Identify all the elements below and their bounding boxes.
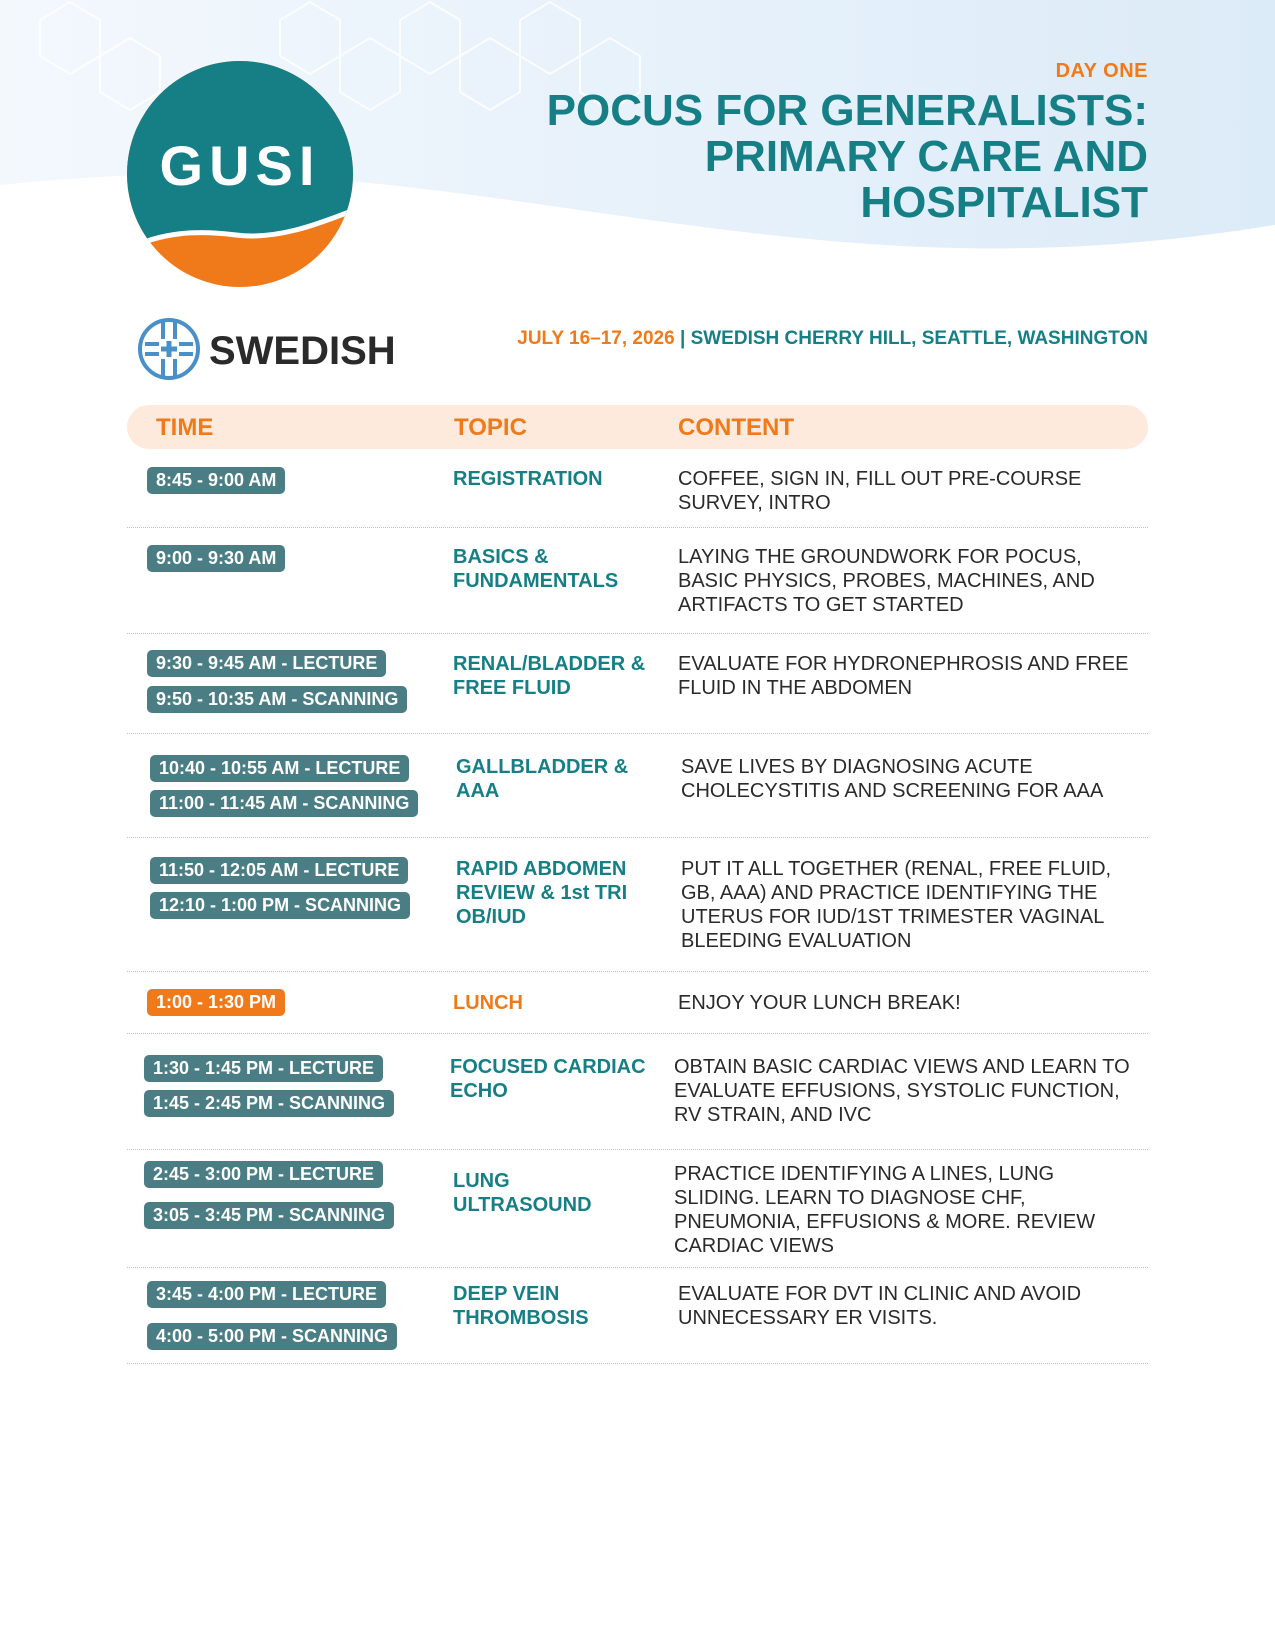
time-pill: 3:45 - 4:00 PM - LECTURE: [147, 1281, 386, 1308]
row-content: SAVE LIVES BY DIAGNOSING ACUTE CHOLECYSTITIS AND SCREENING FOR AAA: [681, 756, 1104, 802]
schedule-row: [127, 971, 1148, 1034]
time-pill: 11:00 - 11:45 AM - SCANNING: [150, 790, 418, 817]
gusi-logo: [126, 60, 354, 288]
time-pill: 2:45 - 3:00 PM - LECTURE: [144, 1161, 383, 1188]
time-pill: 4:00 - 5:00 PM - SCANNING: [147, 1323, 397, 1350]
row-content: OBTAIN BASIC CARDIAC VIEWS AND LEARN TO EVALUATE EFFUSIONS, SYSTOLIC FUNCTION, RV STRAIN, AND IVC: [674, 1056, 1130, 1126]
header-content: CONTENT: [678, 414, 794, 441]
schedule-row: [127, 1267, 1148, 1364]
schedule-row: [127, 449, 1148, 528]
row-topic: RAPID ABDOMEN REVIEW & 1st TRI OB/IUD: [456, 858, 628, 928]
time-pill: 10:40 - 10:55 AM - LECTURE: [150, 755, 409, 782]
table-header: [127, 405, 1148, 449]
time-pill: 11:50 - 12:05 AM - LECTURE: [150, 857, 408, 884]
time-pill: 8:45 - 9:00 AM: [147, 467, 285, 494]
title-line: PRIMARY CARE AND: [704, 132, 1148, 181]
row-topic: FOCUSED CARDIAC ECHO: [450, 1056, 646, 1102]
time-pill: 9:50 - 10:35 AM - SCANNING: [147, 686, 407, 713]
time-pill: 9:30 - 9:45 AM - LECTURE: [147, 650, 386, 677]
time-pill: 3:05 - 3:45 PM - SCANNING: [144, 1202, 394, 1229]
day-label: DAY ONE: [1055, 60, 1148, 82]
row-topic: DEEP VEIN THROMBOSIS: [453, 1283, 589, 1329]
event-date: JULY 16–17, 2026: [517, 328, 675, 349]
header-time: TIME: [156, 414, 214, 441]
schedule-row: [127, 1033, 1148, 1150]
title-line: POCUS FOR GENERALISTS:: [546, 86, 1148, 135]
time-pill: 1:00 - 1:30 PM: [147, 989, 285, 1016]
event-venue: SWEDISH CHERRY HILL, SEATTLE, WASHINGTON: [690, 328, 1148, 349]
schedule-row: [127, 837, 1148, 972]
row-content: ENJOY YOUR LUNCH BREAK!: [678, 992, 961, 1014]
schedule-row: [127, 527, 1148, 634]
row-topic: GALLBLADDER & AAA: [456, 756, 629, 802]
schedule-row: [127, 1149, 1148, 1268]
header-topic: TOPIC: [454, 414, 527, 441]
page-title: [508, 88, 1148, 226]
row-content: PRACTICE IDENTIFYING A LINES, LUNG SLIDING. LEARN TO DIAGNOSE CHF, PNEUMONIA, EFFUSIONS & MORE. REVIEW CARDIAC VIEWS: [674, 1163, 1096, 1257]
swedish-logo: [137, 314, 397, 384]
title-line: HOSPITALIST: [860, 178, 1148, 227]
row-topic: LUNCH: [453, 992, 523, 1014]
time-pill: 12:10 - 1:00 PM - SCANNING: [150, 892, 410, 919]
schedule-row: [127, 733, 1148, 838]
row-content: EVALUATE FOR DVT IN CLINIC AND AVOID UNNECESSARY ER VISITS.: [678, 1283, 1082, 1329]
time-pill: 1:30 - 1:45 PM - LECTURE: [144, 1055, 383, 1082]
row-topic: RENAL/BLADDER & FREE FLUID: [453, 653, 646, 699]
row-content: COFFEE, SIGN IN, FILL OUT PRE-COURSE SURVEY, INTRO: [678, 468, 1082, 514]
event-separator: |: [679, 328, 686, 349]
event-info: [517, 328, 1148, 350]
time-pill: 9:00 - 9:30 AM: [147, 545, 285, 572]
row-content: EVALUATE FOR HYDRONEPHROSIS AND FREE FLUID IN THE ABDOMEN: [678, 653, 1129, 699]
row-content: PUT IT ALL TOGETHER (RENAL, FREE FLUID, GB, AAA) AND PRACTICE IDENTIFYING THE UTERUS FOR IUD/1ST TRIMESTER VAGINAL BLEEDING EVALUATION: [681, 858, 1112, 952]
schedule-row: [127, 633, 1148, 734]
logo-text: GUSI: [159, 134, 321, 197]
row-content: LAYING THE GROUNDWORK FOR POCUS, BASIC PHYSICS, PROBES, MACHINES, AND ARTIFACTS TO GET STARTED: [678, 546, 1095, 616]
row-topic: LUNG ULTRASOUND: [453, 1170, 592, 1216]
row-topic: BASICS & FUNDAMENTALS: [453, 546, 619, 592]
sponsor-name: SWEDISH: [209, 329, 396, 373]
time-pill: 1:45 - 2:45 PM - SCANNING: [144, 1090, 394, 1117]
row-topic: REGISTRATION: [453, 468, 603, 490]
